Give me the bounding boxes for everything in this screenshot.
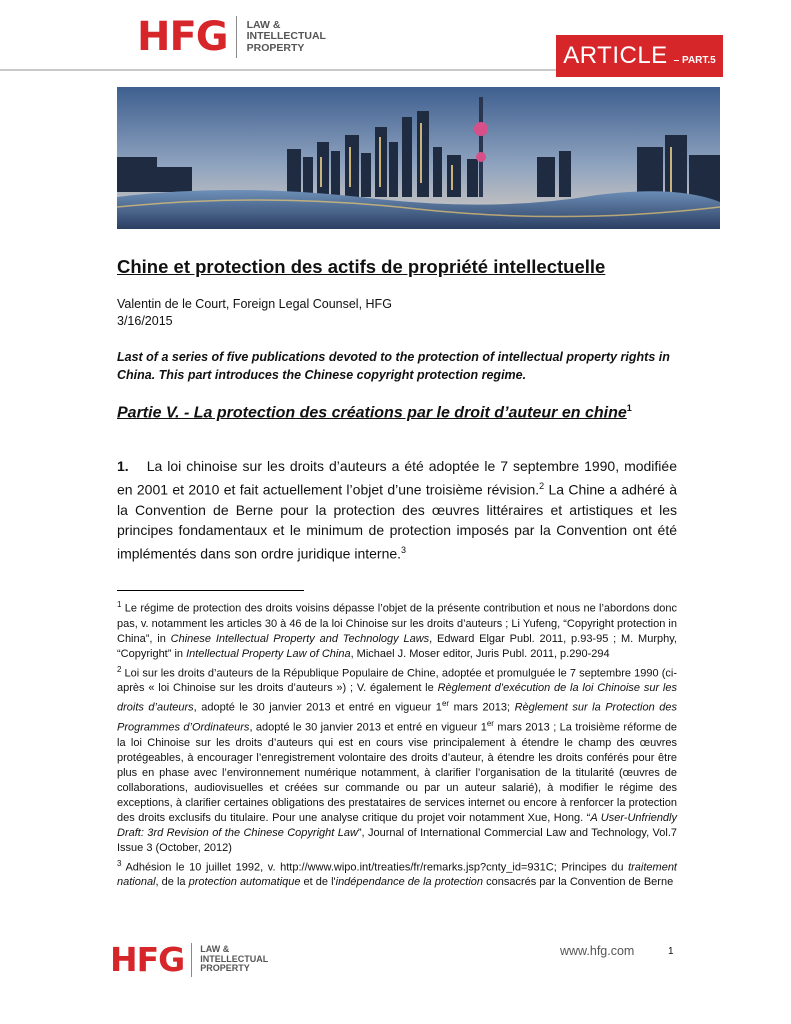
footnote-ref-3[interactable]: 3: [401, 544, 407, 555]
hfg-logo-mark: HFG: [137, 14, 228, 60]
section-heading: [117, 403, 677, 422]
website-link[interactable]: www.hfg.com: [560, 944, 635, 958]
page-number: 1: [668, 946, 674, 957]
footnote-ref-2[interactable]: 2: [539, 481, 545, 491]
article-title: Chine et protection des actifs de propriété intellectuelle: [117, 256, 606, 277]
article-meta: [117, 296, 677, 330]
logo-tagline: LAW & INTELLECTUAL PROPERTY: [246, 19, 326, 54]
hfg-logo-footer: [110, 940, 268, 979]
section-heading-text: Partie V. - La protection des créations par le droit d’auteur en chine: [117, 404, 627, 422]
date-line: 3/16/2015: [117, 314, 173, 328]
paragraph-1: 1. La loi chinoise sur les droits d’auteurs a été adoptée le 7 septembre 1990, modifiée en 2001 et 2010 et fait actuellement l’objet d’une troisième révision.$^2$ La Chine a adhéré à la Convention de Berne pour la protection des œuvres littéraires et artistiques et les principes fondamentaux et le minimum de protection imposés par la Convention ont été implémentés dans son ordre juridique interne.$^3$: [117, 458, 678, 562]
footnote-3: $^3$ Adhésion le 10 juillet 1992, v. http://www.wipo.int/treaties/fr/remarks.jsp?cnty_id=931C; Principes du traitement national, de la protection automatique et de l'indépendance de la protection consacrés par la Convention de Berne: [117, 858, 677, 889]
footnote-1: $^1$ Le régime de protection des droits voisins dépasse l’objet de la présente contribution et nous ne l’abordons donc pas, v. notamment les articles 30 à 46 de la loi Chinoise sur les droits d’auteurs ; Li Yufeng, “Copyright protection in China”, in Chinese Intellectual Property and Technology Laws, Edward Elgar Publ. 2011, p.93-95 ; M. Murphy, “Copyright” in Intellectual Property Law of China, Michael J. Moser editor, Juris Publ. 2011, p.290-294: [117, 600, 677, 660]
article-part-banner: [556, 35, 723, 77]
article-intro: Last of a series of five publications devoted to the protection of intellectual property rights in China. This part introduces the Chinese copyright protection regime.: [117, 350, 670, 382]
hfg-logo-mark-footer: HFG: [110, 940, 185, 979]
logo-divider: [236, 16, 237, 58]
skyline-illustration: [117, 87, 720, 229]
logo-tagline-footer: LAW & INTELLECTUAL PROPERTY: [200, 944, 269, 974]
logo-divider-footer: [191, 943, 192, 977]
footnote-separator: [117, 590, 304, 591]
paragraph-number: 1.: [117, 458, 129, 474]
hfg-logo-header: [137, 14, 326, 60]
banner-article-label: ARTICLE: [563, 42, 668, 69]
footnote-2: $^2$ Loi sur les droits d’auteurs de la République Populaire de Chine, adoptée et promulguée le 7 septembre 1990 (ci-après « loi Chinoise sur les droits d’auteurs ») ; V. également le Règlement d’exécution de la loi Chinoise sur les droits d’auteurs, adopté le 30 janvier 2013 et entré en vigueur 1er mars 2013; Règlement sur la Protection des Programmes d’Ordinateurs, adopté le 30 janvier 2013 et entré en vigueur 1er mars 2013 ; La troisième réforme de la loi Chinoise sur les droits d’auteurs qui est en cours vise principalement à étendre le champ des œuvres protégeables, à encourager l’enregistrement volontaire des droits d’auteur, à étendre les droits conférés pour être plus en phase avec l’environnement numérique notamment, à clarifier l’organisation de la titularité (œuvres de collaborations, audiovisuelles et créées sur commande ou par un auteur salarié), à modifier le régime des exceptions, à clarifier certaines obligations des prestataires de services internet ou encore à renforcer la protection des droits exclusifs du titulaire. Pour une analyse critique du projet voir notamment Xue, Hong. “A User-Unfriendly Draft: 3rd Revision of the Chinese Copyright Law”, Journal of International Commercial Law and Technology, Vol.7 Issue 3 (October, 2012): [117, 664, 677, 854]
banner-part-label: – PART.5: [673, 54, 716, 66]
author-line: Valentin de le Court, Foreign Legal Counsel, HFG: [117, 297, 392, 311]
footnote-ref-1[interactable]: 1: [626, 403, 632, 413]
footnotes: [117, 597, 677, 890]
shanghai-skyline-image: [117, 87, 720, 229]
